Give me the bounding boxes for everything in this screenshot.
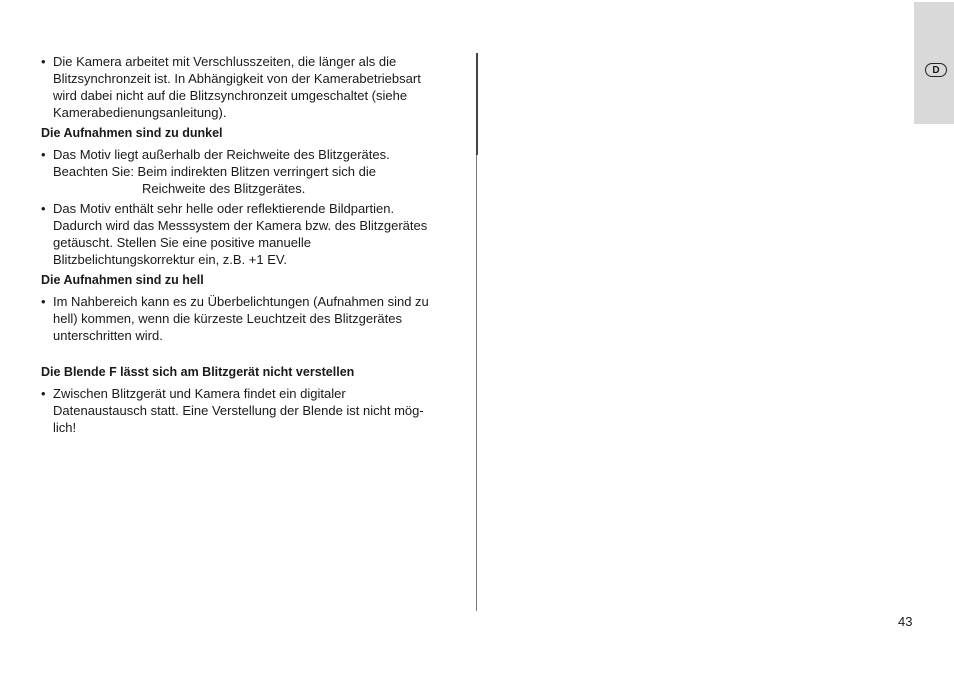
text-line: getäuscht. Stellen Sie eine positive manuelle xyxy=(53,235,311,250)
text-line: Blitzsynchronzeit ist. In Abhängigkeit von der Kamerabetriebsart xyxy=(53,71,421,86)
bullet: • xyxy=(41,294,46,309)
text-line: lich! xyxy=(53,420,77,435)
heading-too-dark: Die Aufnahmen sind zu dunkel xyxy=(41,126,223,140)
language-badge: D xyxy=(925,63,947,77)
list-item-intro xyxy=(41,53,461,121)
text-line: Datenaustausch statt. Eine Verstellung der Blende ist nicht mög- xyxy=(53,403,424,418)
bullet: • xyxy=(41,386,46,401)
list-item-reflective xyxy=(41,200,461,268)
heading-aperture: Die Blende F lässt sich am Blitzgerät nicht verstellen xyxy=(41,365,355,379)
text-line: Im Nahbereich kann es zu Überbelichtungen (Aufnahmen sind zu xyxy=(53,294,429,309)
bullet: • xyxy=(41,54,46,69)
text-line: Das Motiv liegt außerhalb der Reichweite des Blitzgerätes. xyxy=(53,147,390,162)
bullet: • xyxy=(41,147,46,162)
list-item-out-of-range xyxy=(41,146,461,197)
list-item-close-range xyxy=(41,293,461,344)
language-tab xyxy=(914,2,954,124)
text-line: wird dabei nicht auf die Blitzsynchronzeit umgeschaltet (siehe xyxy=(53,88,408,103)
bullet: • xyxy=(41,201,46,216)
text-line: Dadurch wird das Messsystem der Kamera bzw. des Blitzgerätes xyxy=(53,218,428,233)
list-item-data-exchange xyxy=(41,385,461,436)
text-line: Beachten Sie: Beim indirekten Blitzen verringert sich die xyxy=(53,164,376,179)
text-line: hell) kommen, wenn die kürzeste Leuchtzeit des Blitzgerätes xyxy=(53,311,403,326)
text-line: Kamerabedienungsanleitung). xyxy=(53,105,227,120)
left-column xyxy=(41,53,461,436)
text-line-indented: Reichweite des Blitzgerätes. xyxy=(142,181,306,196)
heading-too-bright: Die Aufnahmen sind zu hell xyxy=(41,273,204,287)
text-line: Zwischen Blitzgerät und Kamera findet ein digitaler xyxy=(53,386,346,401)
page-number: 43 xyxy=(898,614,913,629)
column-divider-accent xyxy=(476,53,478,155)
text-line: Das Motiv enthält sehr helle oder reflektierende Bildpartien. xyxy=(53,201,395,216)
text-line: unterschritten wird. xyxy=(53,328,163,343)
text-line: Blitzbelichtungskorrektur ein, z.B. +1 EV. xyxy=(53,252,287,267)
text-line: Die Kamera arbeitet mit Verschlusszeiten, die länger als die xyxy=(53,54,397,69)
